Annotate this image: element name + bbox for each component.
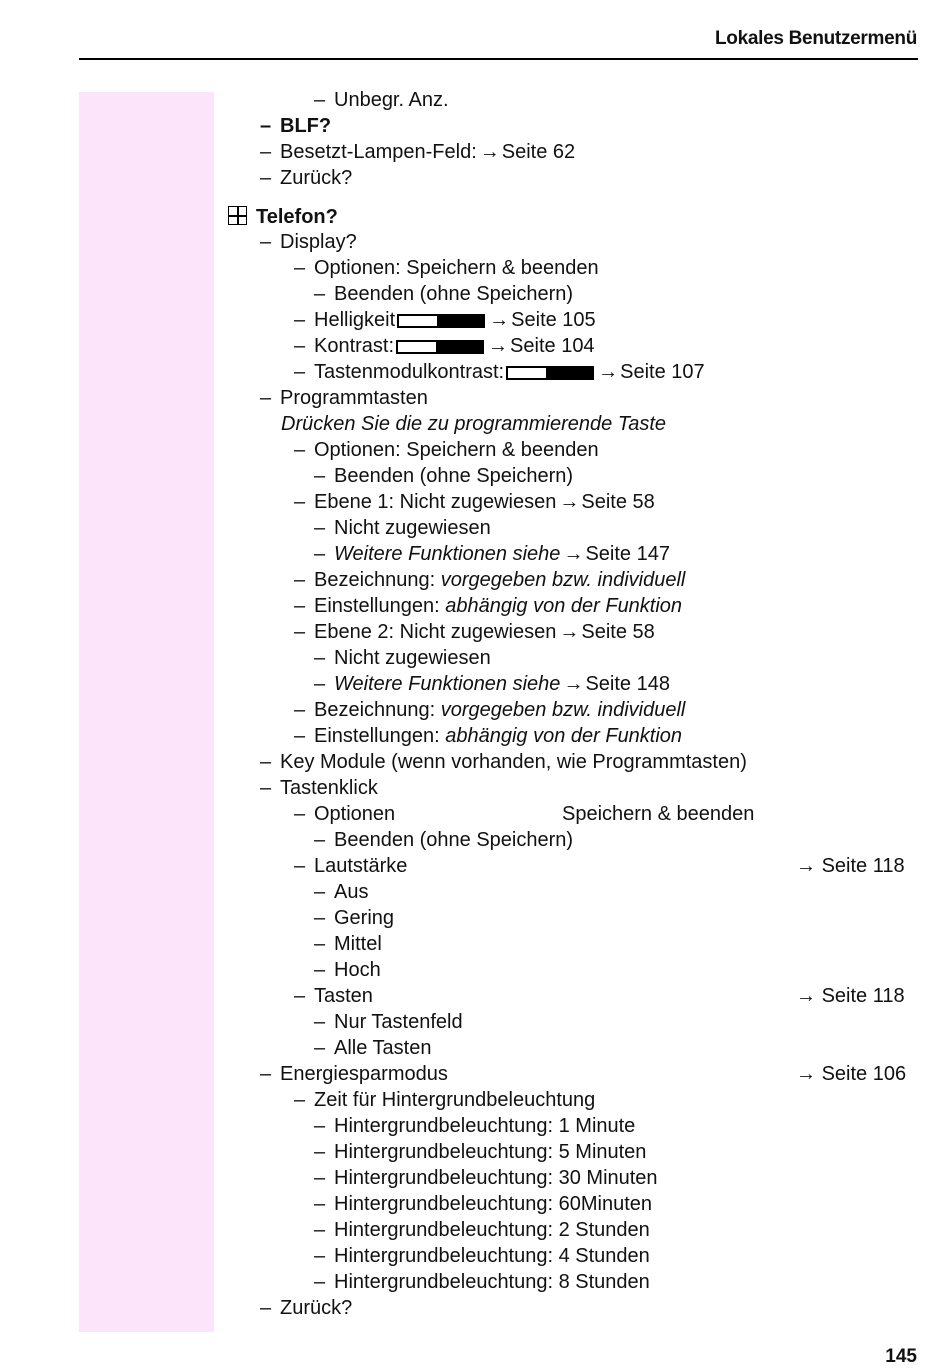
menu-item-contrast: – Kontrast: → Seite 104 (294, 335, 595, 357)
menu-item-progkeys: – Programmtasten (260, 387, 428, 409)
menu-item-keys-pad: – Nur Tastenfeld (314, 1011, 463, 1033)
menu-item-telefon: Telefon? (256, 206, 338, 228)
brightness-bar (397, 314, 485, 328)
menu-item-bl60: – Hintergrundbeleuchtung: 60Minuten (314, 1193, 652, 1215)
menu-item-vol-high: – Hoch (314, 959, 381, 981)
menu-item-bl4h: – Hintergrundbeleuchtung: 4 Stunden (314, 1245, 650, 1267)
menu-item-keymod-contrast: – Tastenmodulkontrast: → Seite 107 (294, 361, 705, 383)
progkeys-hint: Drücken Sie die zu programmierende Taste (281, 413, 667, 435)
menu-item-blf-field: – Besetzt-Lampen-Feld: → Seite 62 (260, 141, 576, 163)
menu-item-l1-unassigned: – Nicht zugewiesen (314, 517, 491, 539)
arrow-icon: → (479, 141, 500, 163)
menu-item-back-2: – Zurück? (260, 1297, 353, 1319)
menu-item-l2-more: – Weitere Funktionen siehe → Seite 148 (314, 673, 670, 695)
menu-item-display: – Display? (260, 231, 357, 253)
menu-item-bl30: – Hintergrundbeleuchtung: 30 Minuten (314, 1167, 658, 1189)
header-title: Lokales Benutzermenü (715, 28, 917, 49)
side-band (79, 92, 214, 1332)
arrow-icon: → (796, 985, 816, 1007)
menu-item-keymodule: – Key Module (wenn vorhanden, wie Programmtasten) (260, 751, 747, 773)
menu-item-keys-all: – Alle Tasten (314, 1037, 432, 1059)
menu-item-display-options: – Optionen: Speichern & beenden (294, 257, 599, 279)
menu-item-keyclick: – Tastenklick (260, 777, 378, 799)
menu-item-l2-label: – Bezeichnung: vorgegeben bzw. individuell (294, 699, 686, 721)
menu-item-level2: – Ebene 2: Nicht zugewiesen → Seite 58 (294, 621, 655, 643)
menu-item-keyclick-options: – Optionen (294, 803, 396, 825)
arrow-icon: → (796, 1063, 816, 1085)
arrow-icon: → (559, 621, 580, 643)
menu-item-prog-quit: – Beenden (ohne Speichern) (314, 465, 574, 487)
energy-page-ref: → Seite 106 (796, 1063, 907, 1085)
menu-item-blf: – BLF? (260, 115, 332, 137)
menu-item-backlight-time: – Zeit für Hintergrundbeleuchtung (294, 1089, 596, 1111)
arrow-icon: → (796, 855, 816, 877)
menu-item-vol-low: – Gering (314, 907, 395, 929)
header-rule (79, 58, 918, 60)
menu-item-bl1: – Hintergrundbeleuchtung: 1 Minute (314, 1115, 636, 1137)
arrow-icon: → (563, 543, 584, 565)
menu-item-level1: – Ebene 1: Nicht zugewiesen → Seite 58 (294, 491, 655, 513)
menu-item-back: – Zurück? (260, 167, 353, 189)
menu-item-display-quit: – Beenden (ohne Speichern) (314, 283, 574, 305)
menu-item-prog-options: – Optionen: Speichern & beenden (294, 439, 599, 461)
contrast-bar (396, 340, 484, 354)
volume-page-ref: → Seite 118 (796, 855, 905, 877)
menu-item-keys: – Tasten (294, 985, 373, 1007)
menu-item-keyclick-quit: – Beenden (ohne Speichern) (314, 829, 574, 851)
menu-item-brightness: – Helligkeit → Seite 105 (294, 309, 596, 331)
menu-item-volume: – Lautstärke (294, 855, 408, 877)
menu-item-energy: – Energiesparmodus (260, 1063, 448, 1085)
menu-item-bl2h: – Hintergrundbeleuchtung: 2 Stunden (314, 1219, 650, 1241)
menu-item-l2-settings: – Einstellungen: abhängig von der Funktion (294, 725, 683, 747)
menu-item-l1-label: – Bezeichnung: vorgegeben bzw. individuell (294, 569, 686, 591)
menu-item-vol-mid: – Mittel (314, 933, 382, 955)
arrow-icon: → (559, 491, 580, 513)
menu-item-bl8h: – Hintergrundbeleuchtung: 8 Stunden (314, 1271, 650, 1293)
keys-page-ref: → Seite 118 (796, 985, 905, 1007)
menu-item-bl5: – Hintergrundbeleuchtung: 5 Minuten (314, 1141, 647, 1163)
menu-item-l1-settings: – Einstellungen: abhängig von der Funktion (294, 595, 683, 617)
arrow-icon: → (489, 309, 510, 331)
arrow-icon: → (598, 361, 619, 383)
menu-item-unbegr: – Unbegr. Anz. (314, 89, 449, 111)
arrow-icon: → (488, 335, 509, 357)
arrow-icon: → (563, 673, 584, 695)
keyclick-options-value: Speichern & beenden (562, 803, 755, 825)
menu-item-vol-off: – Aus (314, 881, 369, 903)
menu-item-l1-more: – Weitere Funktionen siehe → Seite 147 (314, 543, 670, 565)
page-number: 145 (885, 1346, 917, 1367)
keymod-contrast-bar (506, 366, 594, 380)
menu-item-l2-unassigned: – Nicht zugewiesen (314, 647, 491, 669)
menu-icon (228, 206, 247, 225)
